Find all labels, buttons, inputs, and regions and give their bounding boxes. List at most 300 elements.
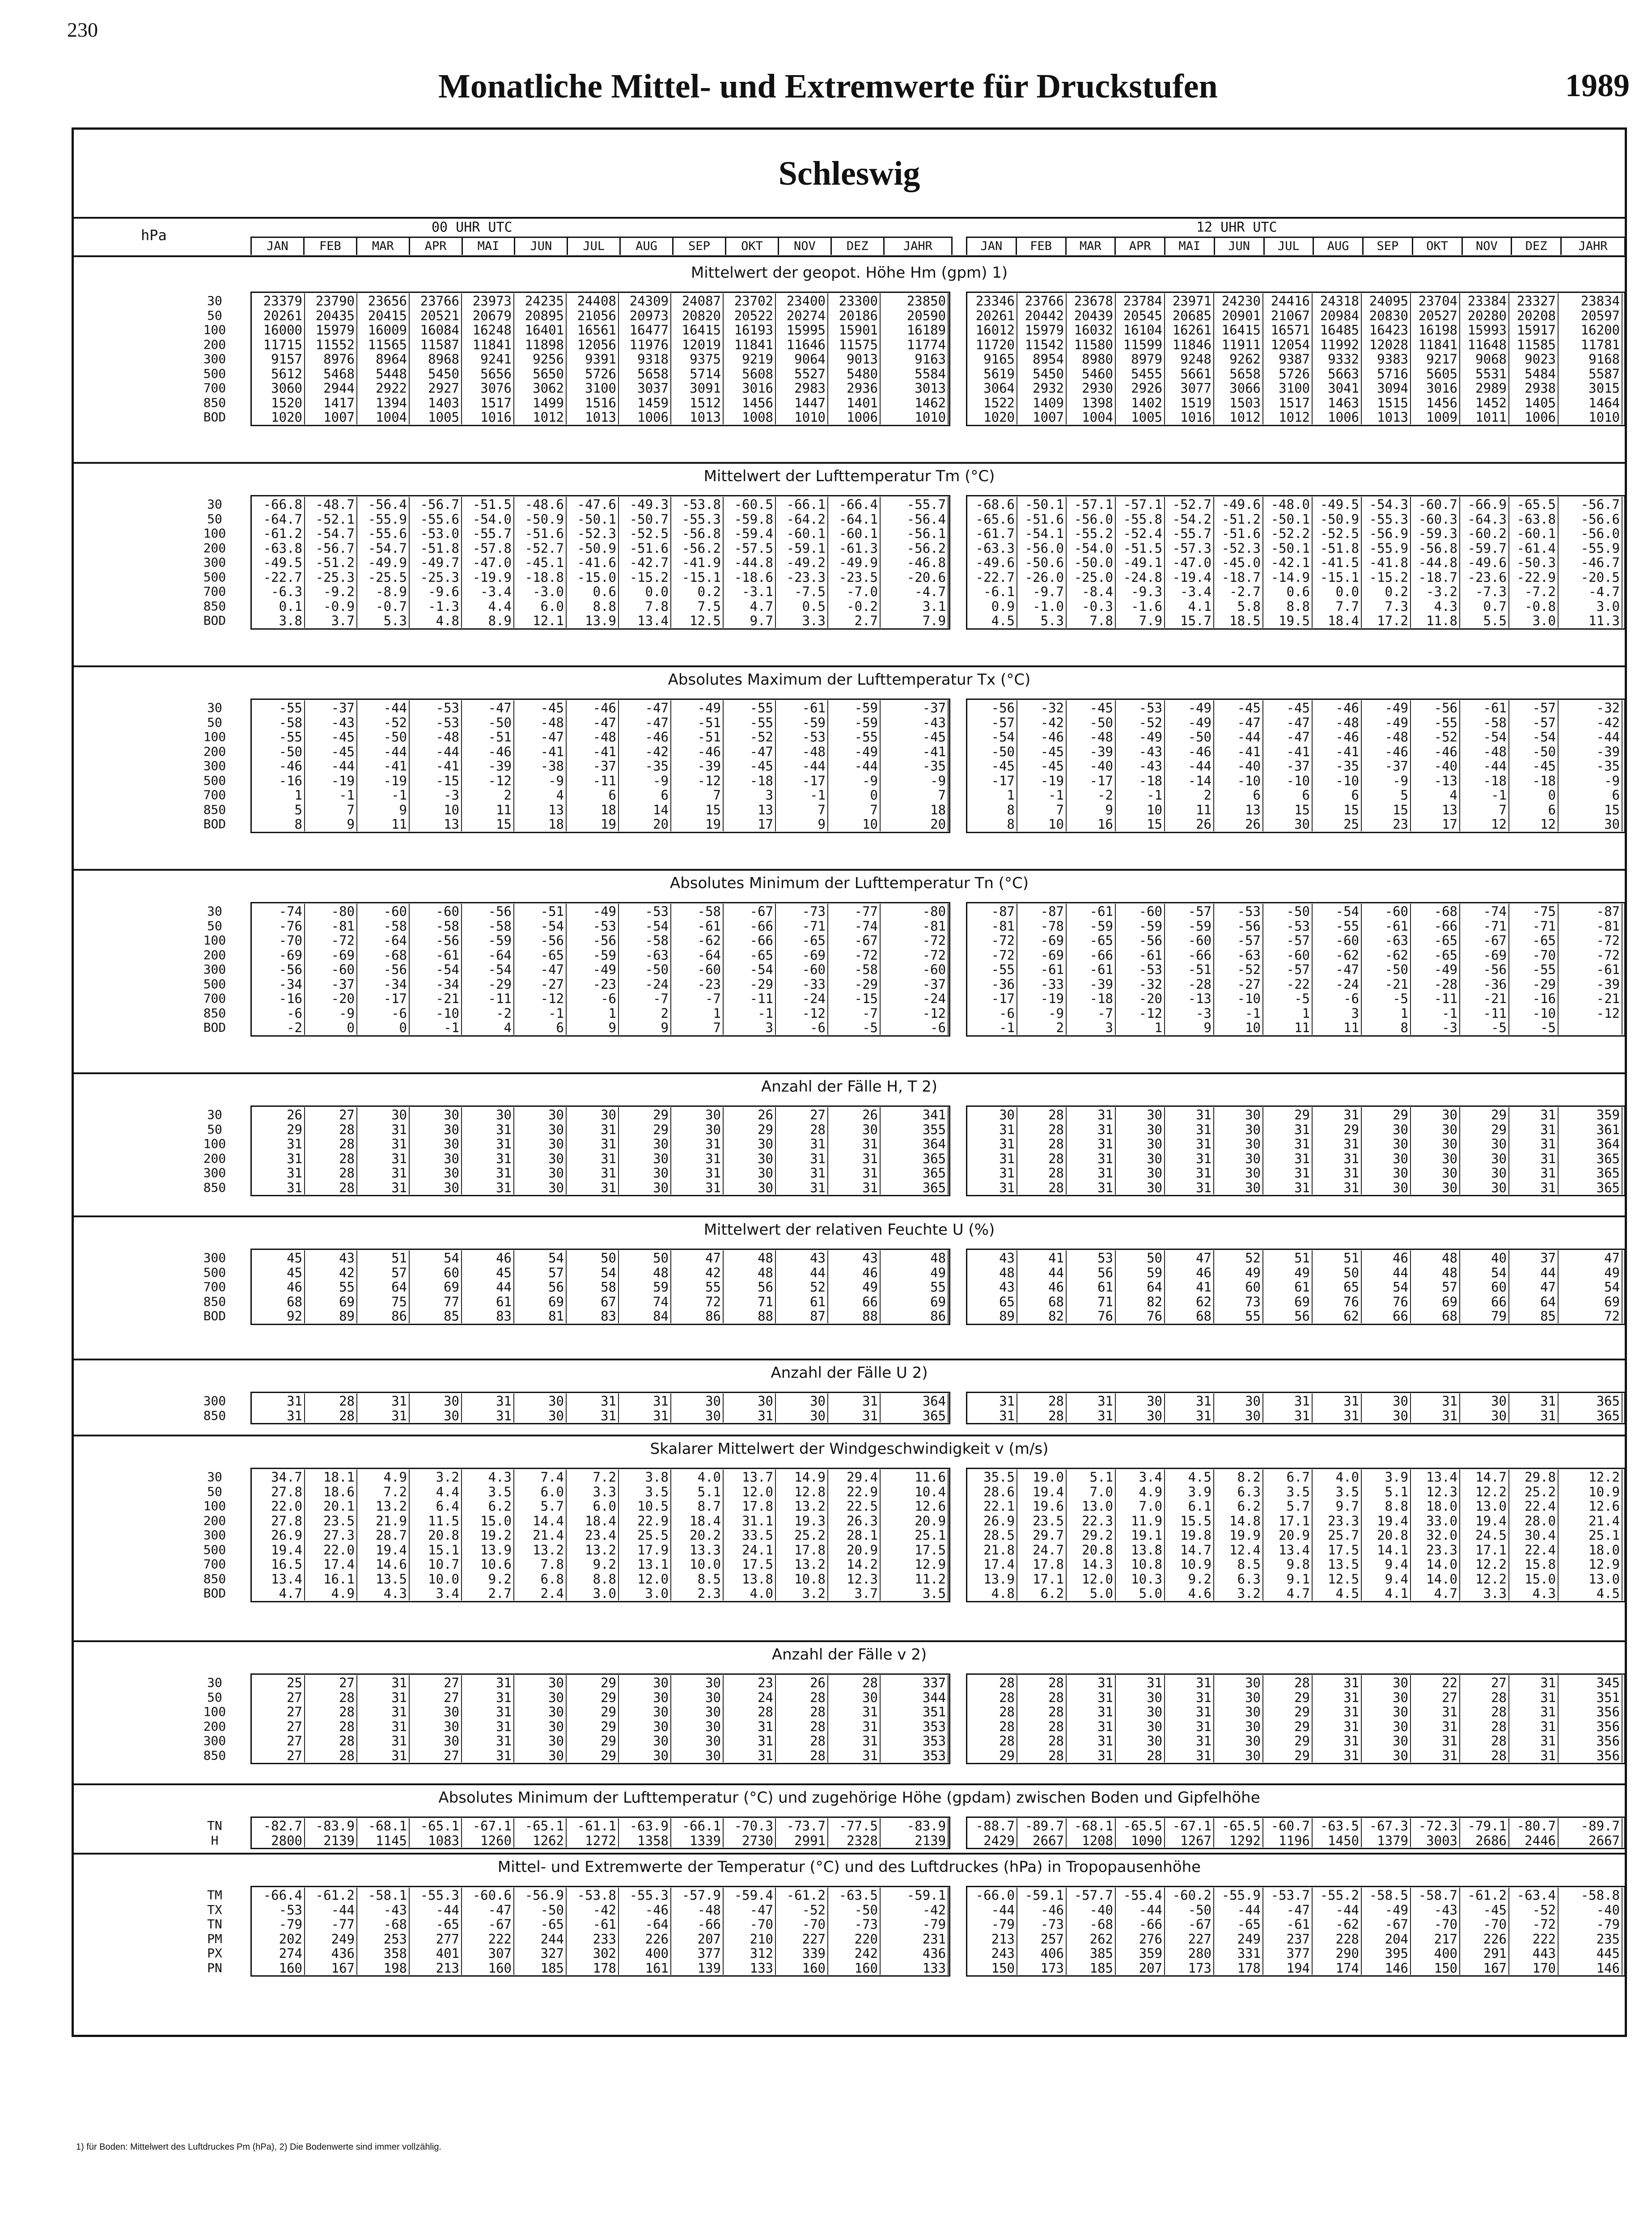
table-cell: -40 (1067, 1902, 1116, 1917)
table-cell: 31 (828, 1180, 881, 1195)
data-row-00utc (253, 1250, 949, 1265)
table-cell: -57 (1263, 933, 1313, 948)
table-cell: 30 (1362, 1180, 1411, 1195)
table-cell: 54 (410, 1250, 462, 1265)
table-cell: -6.3 (253, 584, 305, 599)
table-cell: 48 (619, 1265, 671, 1280)
table-cell: 5.5 (1460, 613, 1509, 628)
table-cell: -44 (1165, 758, 1214, 773)
table-cell: 31 (567, 1136, 619, 1151)
table-cell: 9 (1165, 1020, 1214, 1035)
table-cell: -60.1 (1509, 526, 1559, 541)
table-cell: -47 (724, 1902, 776, 1917)
row-label: 100 (203, 933, 226, 948)
table-cell: -49 (567, 904, 619, 919)
table-cell: 2 (1165, 788, 1214, 802)
table-cell: -60.2 (1165, 1888, 1214, 1902)
table-cell: 28 (305, 1690, 357, 1705)
data-row-00utc (253, 584, 949, 599)
table-cell: -18 (1067, 991, 1116, 1006)
table-cell: 20521 (410, 308, 462, 323)
table-cell: -55 (1313, 919, 1362, 933)
row-label: 200 (203, 540, 226, 555)
table-cell: 29.2 (1067, 1528, 1116, 1542)
table-cell: 71 (724, 1294, 776, 1309)
table-cell: 17.9 (619, 1542, 671, 1557)
table-cell: -51.5 (1116, 541, 1165, 555)
table-cell: -52.7 (1165, 497, 1214, 512)
data-row-00utc (253, 1733, 949, 1748)
table-cell: 1519 (1165, 395, 1214, 410)
table-cell: -52.3 (1214, 541, 1263, 555)
table-cell: 21.9 (357, 1513, 410, 1528)
table-cell: 31 (253, 1151, 305, 1166)
row-label: 850 (203, 1571, 226, 1586)
table-cell: 3060 (253, 381, 305, 395)
data-row-00utc (253, 991, 949, 1006)
table-cell: 3016 (1411, 381, 1460, 395)
table-cell: 15901 (828, 322, 881, 337)
table-cell: -59.4 (724, 526, 776, 541)
table-cell: 2 (1017, 1020, 1067, 1035)
table-cell: 7 (776, 802, 828, 817)
table-cell: 31 (828, 1704, 881, 1719)
table-cell: -1 (514, 1006, 567, 1021)
table-cell: 345 (1559, 1675, 1622, 1690)
table-cell: -21 (1559, 991, 1622, 1006)
data-row-00utc (253, 773, 949, 788)
table-cell: 1401 (828, 395, 881, 410)
table-cell: 11898 (514, 337, 567, 352)
data-row-00utc (253, 1279, 949, 1294)
table-cell: 31 (462, 1180, 514, 1195)
table-cell: 365 (1559, 1165, 1622, 1180)
table-cell: 11648 (1460, 337, 1509, 352)
data-row-00utc (253, 322, 949, 337)
table-cell: 395 (1362, 1946, 1411, 1961)
table-cell: 280 (1165, 1946, 1214, 1961)
table-cell: -3.2 (1411, 584, 1460, 599)
table-cell: -1 (1460, 788, 1509, 802)
table-cell: -54 (1313, 904, 1362, 919)
data-row-00utc (253, 613, 949, 628)
table-cell: -56 (1214, 919, 1263, 933)
table-cell: 14.3 (1067, 1557, 1116, 1571)
table-cell: -82.7 (253, 1818, 305, 1833)
table-cell: -44 (305, 758, 357, 773)
table-cell: -12 (881, 1006, 949, 1021)
table-cell: 5 (1362, 788, 1411, 802)
table-cell: 7.0 (1116, 1499, 1165, 1513)
table-cell: 30 (514, 1107, 567, 1122)
table-cell: 46 (1362, 1250, 1411, 1265)
table-cell: -63.8 (1509, 512, 1559, 526)
table-cell: 31 (462, 1675, 514, 1690)
table-cell: 7 (1017, 802, 1067, 817)
table-cell: 9 (619, 1020, 671, 1035)
table-cell: 16.5 (253, 1557, 305, 1571)
table-cell: -55.7 (462, 526, 514, 541)
table-cell: -61 (567, 1917, 619, 1931)
table-cell: 31 (1165, 1690, 1214, 1705)
table-cell: -72 (305, 933, 357, 948)
table-cell: 12.9 (881, 1557, 949, 1571)
table-cell: 30 (1214, 1704, 1263, 1719)
table-cell: -76 (253, 919, 305, 933)
table-cell: 15993 (1460, 322, 1509, 337)
table-cell: 23850 (881, 293, 949, 308)
table-cell: -71 (1460, 919, 1509, 933)
table-cell: -48 (671, 1902, 724, 1917)
table-cell: 31 (671, 1180, 724, 1195)
table-cell: 20.8 (1362, 1528, 1411, 1542)
table-cell: 30 (1411, 1122, 1460, 1137)
table-cell: -29 (828, 977, 881, 991)
table-cell: -55.9 (1362, 541, 1411, 555)
table-cell: 58 (567, 1279, 619, 1294)
table-cell: 10.6 (462, 1557, 514, 1571)
row-label: 30 (207, 700, 222, 715)
table-cell: 23379 (253, 293, 305, 308)
row-label: 500 (203, 1265, 226, 1280)
table-cell: 12 (1509, 817, 1559, 831)
table-cell: 86 (671, 1309, 724, 1323)
table-cell: -11 (567, 773, 619, 788)
data-row-00utc (253, 1818, 949, 1833)
table-cell: 23.3 (1313, 1513, 1362, 1528)
table-cell: 4.6 (1165, 1586, 1214, 1601)
table-cell: 60 (1214, 1279, 1263, 1294)
table-cell: -34 (253, 977, 305, 991)
table-cell: 22.9 (619, 1513, 671, 1528)
table-cell: 262 (1067, 1931, 1116, 1946)
table-cell: -70 (776, 1917, 828, 1931)
row-label: PX (207, 1946, 222, 1961)
table-cell: -41.8 (1362, 555, 1411, 570)
table-cell: 3041 (1313, 381, 1362, 395)
table-cell: 12028 (1362, 337, 1411, 352)
table-cell: 30 (724, 1165, 776, 1180)
table-cell: 26 (253, 1107, 305, 1122)
table-cell: 31 (1313, 1180, 1362, 1195)
row-label: 850 (203, 1005, 226, 1021)
row-label: 100 (203, 1704, 226, 1719)
table-cell: -59.7 (1460, 541, 1509, 555)
table-cell: -7.0 (828, 584, 881, 599)
table-cell: 28 (968, 1733, 1017, 1748)
table-cell: -21 (410, 991, 462, 1006)
table-cell: 9383 (1362, 351, 1411, 366)
table-cell: 12.6 (881, 1499, 949, 1513)
table-cell: -9 (828, 773, 881, 788)
table-cell: 1010 (776, 410, 828, 424)
page-number: 230 (67, 18, 98, 41)
table-cell: -44.8 (1411, 555, 1460, 570)
table-cell: -88.7 (968, 1818, 1017, 1833)
table-cell: 31 (357, 1748, 410, 1763)
table-cell: -53 (410, 715, 462, 730)
table-cell: -66 (1116, 1917, 1165, 1931)
table-cell: 40 (1460, 1250, 1509, 1265)
table-cell: 365 (1559, 1180, 1622, 1195)
table-cell: 5.8 (1214, 599, 1263, 614)
table-cell: -66 (1165, 948, 1214, 962)
table-cell: 24 (724, 1690, 776, 1705)
table-cell: 8 (968, 817, 1017, 831)
table-cell: 43 (305, 1250, 357, 1265)
table-cell: 12.2 (1460, 1571, 1509, 1586)
table-cell: -61 (776, 700, 828, 715)
data-row-12utc (968, 1250, 1622, 1265)
table-cell: 72 (1559, 1309, 1622, 1323)
table-cell: -4.7 (881, 584, 949, 599)
table-cell: 1004 (357, 410, 410, 424)
table-cell: -50 (357, 729, 410, 744)
table-cell: 11846 (1165, 337, 1214, 352)
table-cell: 27 (1411, 1690, 1460, 1705)
table-cell: -56 (462, 904, 514, 919)
table-cell: 19.3 (776, 1513, 828, 1528)
section-title: Mittel- und Extremwerte der Temperatur (°C) und des Luftdruckes (hPa) in Tropopausenhöhe (497, 1858, 1201, 1876)
table-cell: 4.0 (671, 1469, 724, 1484)
table-cell: 4.0 (1313, 1469, 1362, 1484)
table-cell: 13.4 (253, 1571, 305, 1586)
table-cell: -72 (968, 948, 1017, 962)
month-header: OKT (1412, 238, 1461, 255)
table-cell: 69 (514, 1294, 567, 1309)
table-cell: 276 (1116, 1931, 1165, 1946)
table-cell: 2991 (776, 1833, 828, 1848)
table-cell: 16009 (357, 322, 410, 337)
table-cell: -51 (514, 904, 567, 919)
table-cell: -54.1 (1017, 526, 1067, 541)
table-cell: -46.8 (881, 555, 949, 570)
table-cell: -58 (410, 919, 462, 933)
table-cell: 28 (724, 1704, 776, 1719)
table-cell: 7.8 (514, 1557, 567, 1571)
table-cell: 31 (1411, 1704, 1460, 1719)
month-header: SEP (1362, 238, 1412, 255)
table-cell: 1013 (671, 410, 724, 424)
table-cell: 25.2 (1509, 1484, 1559, 1499)
table-cell: 30 (514, 1704, 567, 1719)
table-cell: -47.6 (567, 497, 619, 512)
table-cell: -45 (1509, 758, 1559, 773)
table-cell: -55.9 (1214, 1888, 1263, 1902)
table-cell: 23790 (305, 293, 357, 308)
table-cell: -15.2 (1362, 570, 1411, 584)
table-cell: -60 (776, 962, 828, 977)
table-cell: 31 (567, 1122, 619, 1137)
table-cell: 2938 (1509, 381, 1559, 395)
table-cell: 5.7 (1263, 1499, 1313, 1513)
table-cell: 2429 (968, 1833, 1017, 1848)
table-cell: 30 (1362, 1136, 1411, 1151)
data-row-12utc (968, 1020, 1622, 1035)
table-cell: 44 (1362, 1265, 1411, 1280)
table-cell: 2983 (776, 381, 828, 395)
table-cell: 24.7 (1017, 1542, 1067, 1557)
data-row-12utc (968, 497, 1622, 512)
data-row-12utc (968, 1469, 1622, 1484)
table-cell: 26 (1214, 817, 1263, 831)
table-cell: -60.7 (1411, 497, 1460, 512)
table-cell: 3016 (724, 381, 776, 395)
table-cell: 30 (1411, 1165, 1460, 1180)
table-cell: 31 (828, 1733, 881, 1748)
data-row-00utc (253, 1704, 949, 1719)
table-cell: -57.3 (1165, 541, 1214, 555)
row-label: 300 (203, 962, 226, 977)
table-cell: -18.7 (1214, 570, 1263, 584)
table-cell: -12 (1559, 1006, 1622, 1021)
data-row-12utc (968, 599, 1622, 614)
table-cell: 31 (1313, 1393, 1362, 1408)
table-cell: -24 (1313, 977, 1362, 991)
table-cell: 1007 (305, 410, 357, 424)
section-title: Skalarer Mittelwert der Windgeschwindigkeit v (m/s) (650, 1440, 1049, 1458)
table-cell: -59.4 (724, 1888, 776, 1902)
row-label: 300 (203, 1165, 226, 1180)
table-cell: -41 (1263, 744, 1313, 759)
table-cell: -66 (724, 933, 776, 948)
table-cell: -40 (1411, 758, 1460, 773)
table-cell: 31 (776, 1180, 828, 1195)
table-cell: 11.6 (881, 1469, 949, 1484)
table-cell: -61.3 (828, 541, 881, 555)
table-cell: -16 (253, 773, 305, 788)
table-cell: 20 (619, 817, 671, 831)
table-cell: 364 (881, 1136, 949, 1151)
table-cell: 30 (1214, 1151, 1263, 1166)
table-cell: -18.8 (514, 570, 567, 584)
section-title: Anzahl der Fälle H, T 2) (761, 1078, 938, 1096)
table-cell: -58 (253, 715, 305, 730)
table-cell: 202 (253, 1931, 305, 1946)
table-cell: 12.5 (1313, 1571, 1362, 1586)
data-row-12utc (968, 1180, 1622, 1195)
table-cell: 6.0 (514, 599, 567, 614)
table-cell: -41 (410, 758, 462, 773)
table-cell: -57 (968, 715, 1017, 730)
table-cell: 0.7 (1460, 599, 1509, 614)
column-header (74, 217, 1625, 257)
table-cell: 353 (881, 1719, 949, 1734)
table-cell: 5661 (1165, 366, 1214, 381)
table-cell: 0.0 (1313, 584, 1362, 599)
table-cell: 31 (968, 1165, 1017, 1180)
table-cell: 13.2 (567, 1542, 619, 1557)
table-cell: 31 (1165, 1136, 1214, 1151)
row-label: 200 (203, 337, 226, 352)
table-cell: 31 (1067, 1122, 1116, 1137)
table-cell: 31 (1165, 1733, 1214, 1748)
data-row-12utc (968, 700, 1622, 715)
table-cell: -53 (1214, 904, 1263, 919)
table-cell: 15 (1116, 817, 1165, 831)
table-cell: 46 (253, 1279, 305, 1294)
table-cell: 17.1 (1263, 1513, 1313, 1528)
table-cell: 228 (1313, 1931, 1362, 1946)
table-cell: 4.4 (410, 1484, 462, 1499)
table-cell: -55 (253, 729, 305, 744)
table-cell: -52.5 (619, 526, 671, 541)
table-cell: -49 (1362, 700, 1411, 715)
table-cell: 30 (514, 1151, 567, 1166)
table-cell: -49.3 (619, 497, 671, 512)
table-cell: 220 (828, 1931, 881, 1946)
table-cell: 67 (567, 1294, 619, 1309)
table-cell: 18 (567, 802, 619, 817)
table-cell: 3013 (881, 381, 949, 395)
table-cell: 20590 (881, 308, 949, 323)
table-cell: -13 (1411, 773, 1460, 788)
data-row-12utc (968, 526, 1622, 541)
table-cell: -48 (1067, 729, 1116, 744)
table-cell: 13.2 (776, 1557, 828, 1571)
table-cell: 29 (567, 1733, 619, 1748)
table-cell: 28 (1460, 1748, 1509, 1763)
table-cell: 29 (253, 1122, 305, 1137)
table-cell: 5.3 (1017, 613, 1067, 628)
table-cell: 0.0 (619, 584, 671, 599)
table-cell: -10 (1313, 773, 1362, 788)
table-cell: 1010 (1559, 410, 1622, 424)
table-cell: 10 (1017, 817, 1067, 831)
table-cell: -33 (1017, 977, 1067, 991)
table-cell: -50.0 (1067, 555, 1116, 570)
table-cell: 237 (1263, 1931, 1313, 1946)
table-cell: 29 (968, 1748, 1017, 1763)
table-cell: 8.8 (1362, 1499, 1411, 1513)
table-cell: 1459 (619, 395, 671, 410)
table-cell: 52 (776, 1279, 828, 1294)
table-cell: 337 (881, 1675, 949, 1690)
table-cell: 6.4 (410, 1499, 462, 1513)
table-cell: 61 (776, 1294, 828, 1309)
table-cell: 85 (1509, 1309, 1559, 1323)
table-cell: 1004 (1067, 410, 1116, 424)
table-cell: -1 (305, 788, 357, 802)
table-cell: 27 (253, 1690, 305, 1705)
table-cell: -58.1 (357, 1888, 410, 1902)
table-cell: 2800 (253, 1833, 305, 1848)
table-cell: -1 (410, 1020, 462, 1035)
table-cell: 5726 (567, 366, 619, 381)
table-cell: -72 (881, 948, 949, 962)
table-cell: 10.5 (619, 1499, 671, 1513)
data-row-00utc (253, 395, 949, 410)
row-label: 200 (203, 744, 226, 759)
table-cell: 54 (1460, 1265, 1509, 1280)
table-cell: 2.3 (671, 1586, 724, 1601)
table-cell: 15 (1313, 802, 1362, 817)
table-cell: 1447 (776, 395, 828, 410)
table-cell: -63.4 (1509, 1888, 1559, 1902)
table-cell: 44 (462, 1279, 514, 1294)
section-divider (74, 1435, 1625, 1436)
table-cell: 3.3 (776, 613, 828, 628)
row-label: 300 (203, 1733, 226, 1748)
table-cell: -23.6 (1460, 570, 1509, 584)
data-row-12utc (968, 570, 1622, 584)
table-cell: 30 (462, 1107, 514, 1122)
table-cell: -66 (671, 1917, 724, 1931)
table-cell: 3.3 (567, 1484, 619, 1499)
table-cell: 29 (567, 1704, 619, 1719)
table-cell: 29 (567, 1719, 619, 1734)
table-cell: 8.9 (462, 613, 514, 628)
